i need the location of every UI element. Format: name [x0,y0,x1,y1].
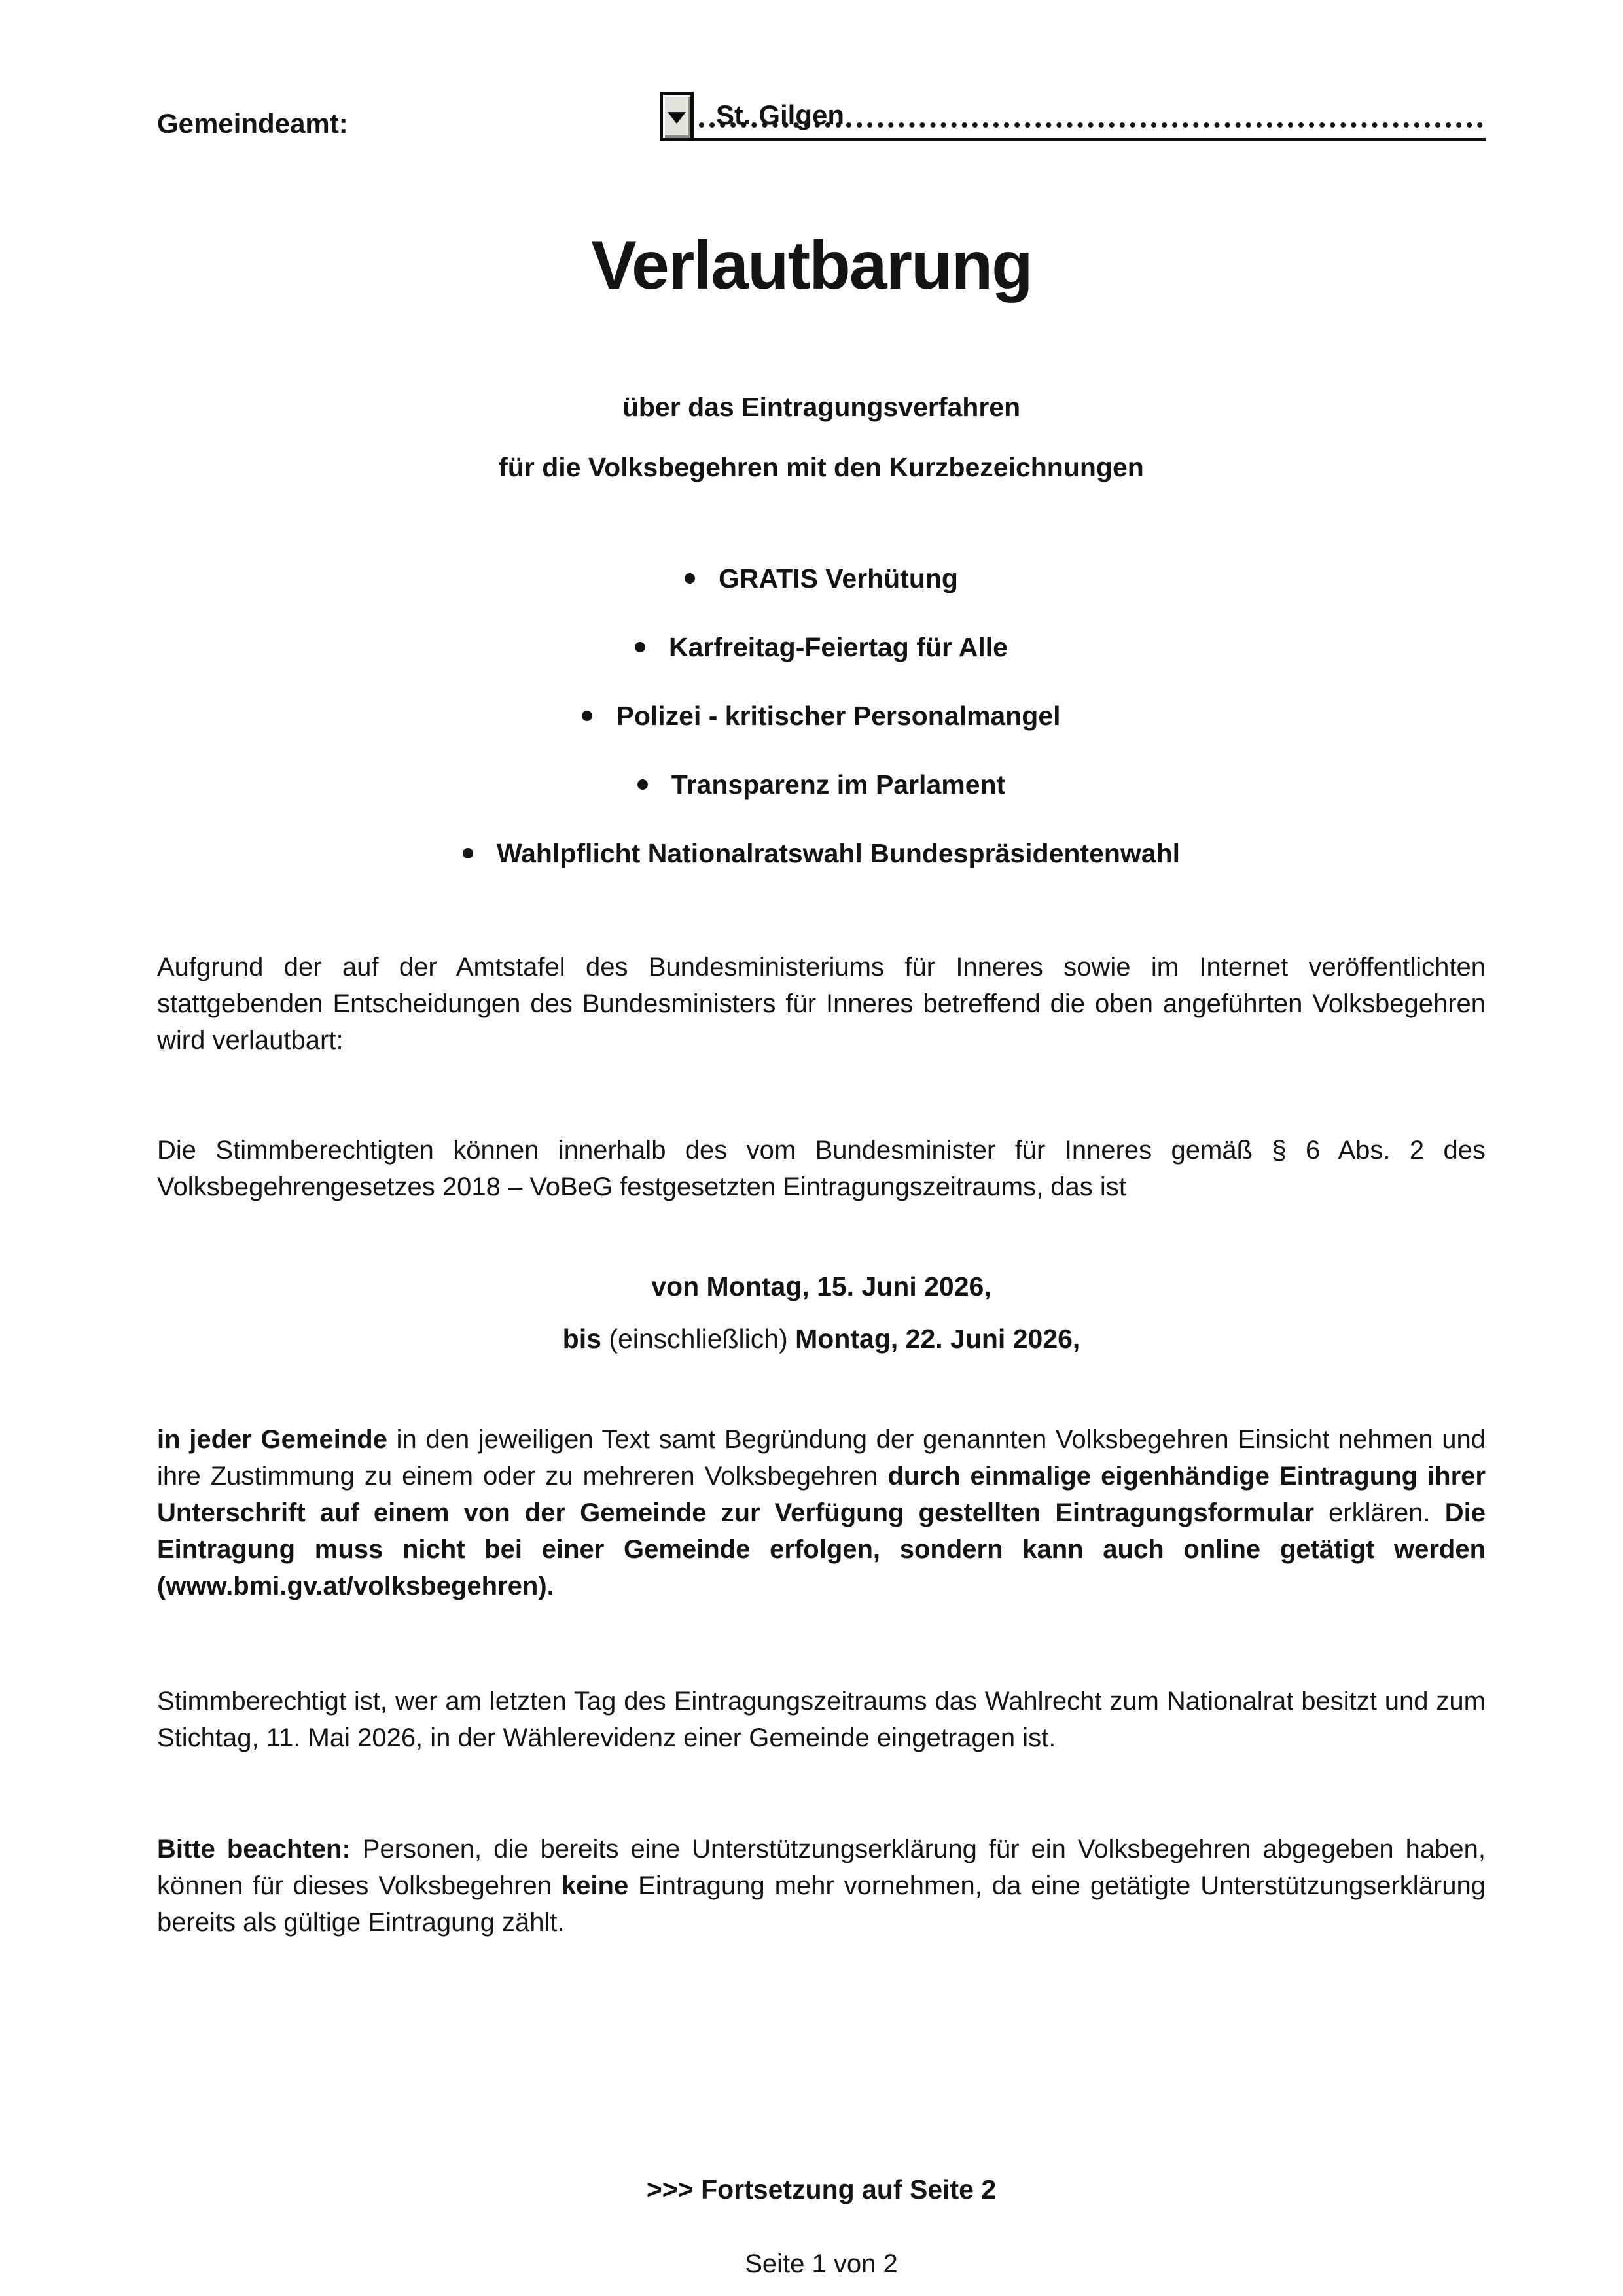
date-to [157,1320,1486,1357]
municipality-value: St. Gilgen [716,99,845,130]
municipality-input[interactable] [694,92,1486,141]
municipality-dropdown-button[interactable] [660,92,694,141]
bullet-icon [582,711,592,721]
page-title: Verlautbarung [591,228,1032,304]
list-item [157,698,1486,734]
list-item-label: Wahlpflicht Nationalratswahl Bundespräsidentenwahl [496,838,1181,868]
list-item [157,560,1486,597]
header [157,92,1486,141]
list-item [157,766,1486,803]
list-item-label: GRATIS Verhütung [719,563,958,593]
paragraph-participation [157,1421,1486,1604]
bullet-icon [635,642,645,652]
date-from: von Montag, 15. Juni 2026, [651,1271,991,1301]
text-run: erklären. [1313,1498,1445,1527]
paragraph-note [157,1831,1486,1941]
text-run: durch einmalige eigenhändige Eintragung ihrer Unterschrift auf einem von der Gemeinde zur Verfügung gestellten Eintragungsformular [157,1462,1486,1527]
text-run: Eintragung mehr vornehmen, da eine getätigte Unterstützungserklärung bereits als gültige Eintragung zählt. [157,1871,1486,1937]
chevron-down-icon [668,112,686,124]
text-run: in den jeweiligen Text samt Begründung der genannten Volksbegehren Einsicht nehmen und ihre Zustimmung zu einem oder zu mehreren Volksbegehren [157,1425,1486,1491]
text-run: (einschließlich) [601,1324,796,1354]
list-item-label: Karfreitag-Feiertag für Alle [669,632,1008,662]
bullet-icon [685,573,695,584]
text-run: Montag, 22. Juni 2026, [795,1324,1080,1354]
text-run: keine [561,1871,629,1900]
text-run: Personen, die bereits eine Unterstützungserklärung für ein Volksbegehren abgegeben haben, können für dieses Volksbegehren [157,1835,1486,1900]
text-run: in jeder Gemeinde [157,1425,387,1454]
gemeindeamt-label: Gemeindeamt: [157,108,348,139]
continuation-note: >>> Fortsetzung auf Seite 2 [646,2174,997,2204]
paragraph-intro: Aufgrund der auf der Amtstafel des Bundesministeriums für Inneres sowie im Internet veröffentlichten stattgebenden Entscheidungen des Bundesministers für Inneres betreffend die oben angeführten Volksbegehren wird verlautbart: [157,953,1486,1055]
list-item [157,835,1486,872]
paragraph-eligibility: Stimmberechtigt ist, wer am letzten Tag des Eintragungszeitraums das Wahlrecht zum Nationalrat besitzt und zum Stichtag, 11. Mai 2026, in der Wählerevidenz einer Gemeinde eingetragen ist. [157,1687,1486,1752]
volksbegehren-list [157,560,1486,904]
subtitle-line-2: für die Volksbegehren mit den Kurzbezeichnungen [499,452,1144,482]
text-run: Die Eintragung muss nicht bei einer Gemeinde erfolgen, sondern kann auch online getätigt werden (www.bmi.gv.at/volksbegehren). [157,1498,1486,1600]
bullet-icon [463,848,473,858]
text-run: bis [562,1324,601,1354]
list-item-label: Transparenz im Parlament [671,769,1006,800]
list-item [157,629,1486,665]
municipality-field[interactable] [660,92,1486,141]
subtitle-line-1: über das Eintragungsverfahren [622,392,1021,422]
text-run: Bitte beachten: [157,1835,351,1863]
bullet-icon [637,779,648,790]
paragraph-period-intro: Die Stimmberechtigten können innerhalb des vom Bundesminister für Inneres gemäß § 6 Abs. 2 des Volksbegehrengesetzes 2018 – VoBeG festgesetzten Eintragungszeitraums, das ist [157,1136,1486,1201]
list-item-label: Polizei - kritischer Personalmangel [616,701,1061,731]
page-number: Seite 1 von 2 [745,2250,898,2278]
